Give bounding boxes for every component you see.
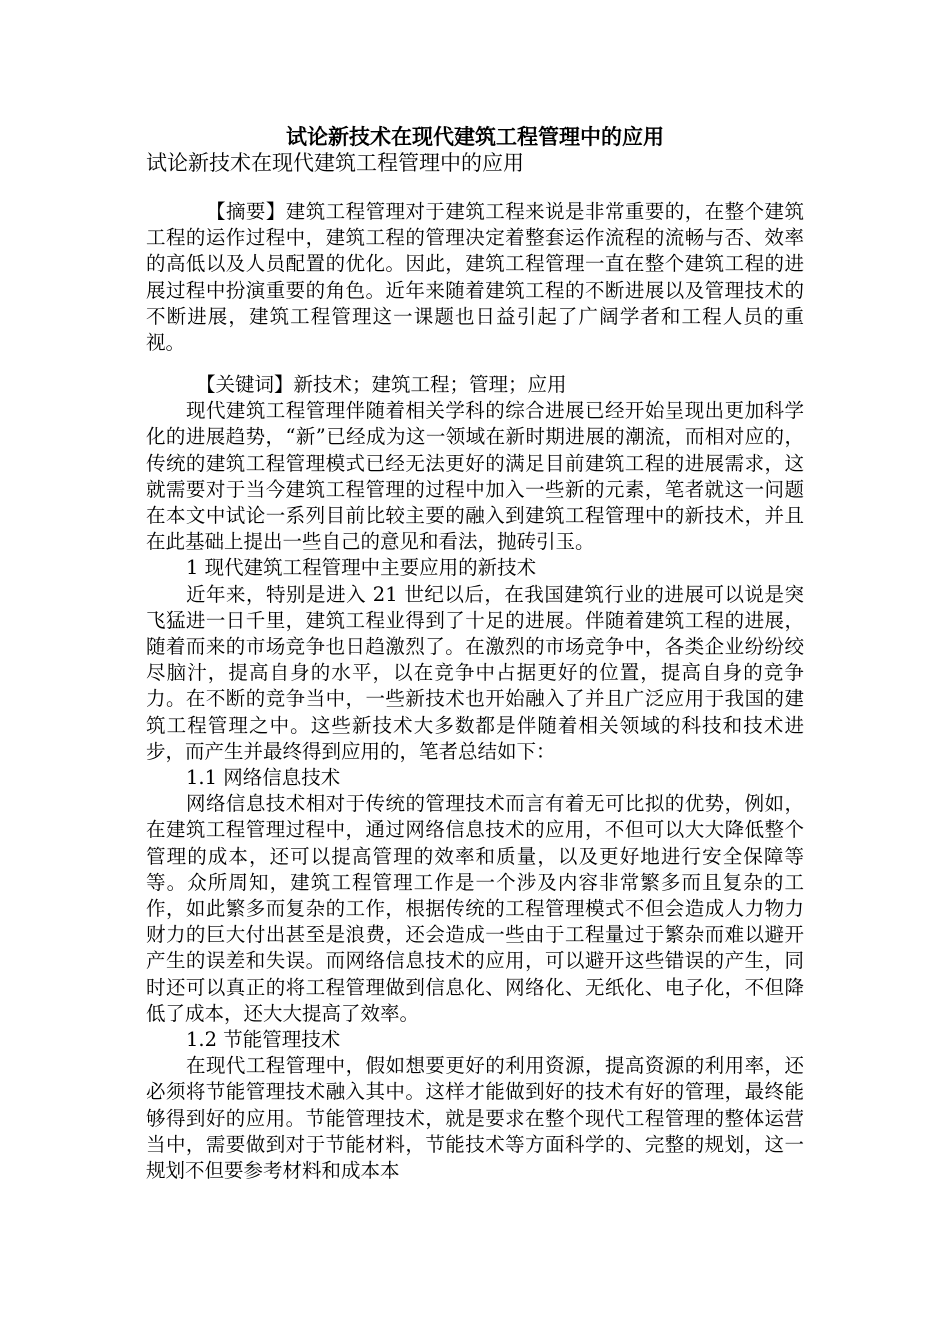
document-subtitle: 试论新技术在现代建筑工程管理中的应用 [146, 151, 524, 175]
section-1-2-paragraph: 在现代工程管理中，假如想要更好的利用资源，提高资源的利用率，还必须将节能管理技术融入其中。这样才能做到好的技术有好的管理，最终能够得到好的应用。节能管理技术，就是要求在整个现代工程管理的整体运营当中，需要做到对于节能材料，节能技术等方面科学的、完整的规划，这一规划不但要参考材料和成本本 [146, 1054, 804, 1183]
section-1-1-heading: 1.1 网络信息技术 [186, 766, 341, 790]
section-1-paragraph: 近年来，特别是进入 21 世纪以后，在我国建筑行业的进展可以说是突飞猛进一日千里，建筑工程业得到了十足的进展。伴随着建筑工程的进展，随着而来的市场竞争也日趋激烈了。在激烈的市场竞争中，各类企业纷纷绞尽脑汁，提高自身的水平，以在竞争中占据更好的位置，提高自身的竞争力。在不断的竞争当中，一些新技术也开始融入了并且广泛应用于我国的建筑工程管理之中。这些新技术大多数都是伴随着相关领域的科技和技术进步，而产生并最终得到应用的，笔者总结如下： [146, 582, 804, 763]
section-1-2-heading: 1.2 节能管理技术 [186, 1028, 341, 1052]
document-title: 试论新技术在现代建筑工程管理中的应用 [286, 124, 664, 149]
section-1-1-paragraph: 网络信息技术相对于传统的管理技术而言有着无可比拟的优势，例如，在建筑工程管理过程中，通过网络信息技术的应用，不但可以大大降低整个管理的成本，还可以提高管理的效率和质量，以及更好地进行安全保障等等。众所周知，建筑工程管理工作是一个涉及内容非常繁多而且复杂的工作，如此繁多而复杂的工作，根据传统的工程管理模式不但会造成人力物力财力的巨大付出甚至是浪费，还会造成一些由于工程量过于繁杂而难以避开产生的误差和失误。而网络信息技术的应用，可以避开这些错误的产生，同时还可以真正的将工程管理做到信息化、网络化、无纸化、电子化，不但降低了成本，还大大提高了效率。 [146, 792, 804, 1025]
body-content [146, 372, 804, 1184]
section-1-heading: 1 现代建筑工程管理中主要应用的新技术 [186, 556, 537, 580]
keywords-line: 【关键词】新技术；建筑工程；管理；应用 [196, 373, 567, 396]
intro-paragraph: 现代建筑工程管理伴随着相关学科的综合进展已经开始呈现出更加科学化的进展趋势，“新”已经成为这一领域在新时期进展的潮流，而相对应的，传统的建筑工程管理模式已经无法更好的满足目前建筑工程的进展需求，这就需要对于当今建筑工程管理的过程中加入一些新的元素，笔者就这一问题在本文中试论一系列目前比较主要的融入到建筑工程管理中的新技术，并且在此基础上提出一些自己的意见和看法，抛砖引玉。 [146, 399, 804, 554]
abstract-paragraph: 【摘要】建筑工程管理对于建筑工程来说是非常重要的，在整个建筑工程的运作过程中，建筑工程的管理决定着整套运作流程的流畅与否、效率的高低以及人员配置的优化。因此，建筑工程管理一直在整个建筑工程的进展过程中扮演重要的角色。近年来随着建筑工程的不断进展以及管理技术的不断进展，建筑工程管理这一课题也日益引起了广阔学者和工程人员的重视。 [146, 200, 804, 355]
